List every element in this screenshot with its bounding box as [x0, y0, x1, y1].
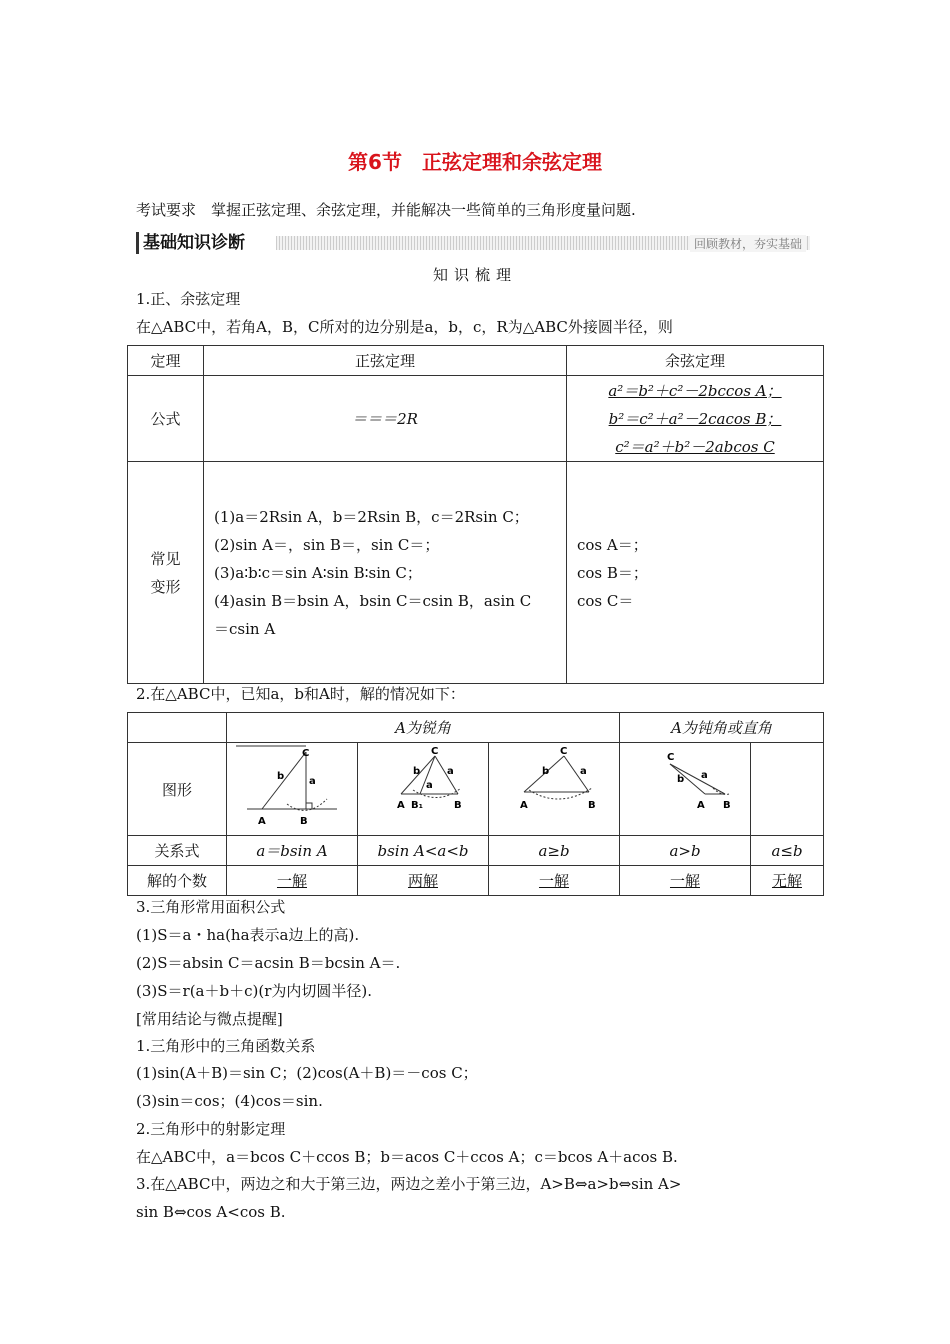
svg-text:a: a: [447, 766, 454, 777]
relation-3: a≥b: [489, 836, 620, 866]
cosine-formula-a: a²＝b²＋c²－2bccos A；: [608, 381, 782, 400]
svg-text:b: b: [677, 774, 685, 785]
count-3: 一解: [489, 866, 620, 896]
svg-text:C: C: [431, 746, 439, 757]
svg-text:A: A: [258, 816, 266, 827]
s1-heading: 1.正、余弦定理: [136, 290, 241, 308]
figure-4: [620, 743, 751, 836]
banner-label: 基础知识诊断: [136, 232, 251, 254]
count-2: 两解: [358, 866, 489, 896]
tips-heading: [常用结论与微点提醒]: [136, 1010, 283, 1028]
theorem-table: [127, 345, 824, 684]
svg-text:b: b: [542, 766, 550, 777]
relation-5: a≤b: [751, 836, 824, 866]
corner-cell: [128, 713, 227, 743]
sine-variants: [204, 462, 567, 684]
cosine-formula-b: b²＝c²＋a²－2cacos B；: [608, 409, 782, 428]
section-banner: [136, 232, 810, 254]
formula-label: 公式: [128, 376, 204, 462]
sine-formula: ＝＝＝2R: [204, 376, 567, 462]
tips-line-2: (1)sin(A＋B)＝sin C；(2)cos(A＋B)＝－cos C；: [136, 1064, 478, 1082]
svg-text:B: B: [723, 800, 731, 811]
triangle-acute-one-figure: [494, 744, 614, 830]
s1-intro: 在△ABC中，若角A，B，C所对的边分别是a，b，c，R为△ABC外接圆半径，则: [136, 318, 673, 336]
count-4: 一解: [620, 866, 751, 896]
relation-1: a＝bsin A: [227, 836, 358, 866]
tips-line-6: 3.在△ABC中，两边之和大于第三边，两边之差小于第三边，A>B⇔a>b⇔sin A>: [136, 1175, 682, 1193]
tips-line-5: 在△ABC中，a＝bcos C＋ccos B；b＝acos C＋ccos A；c＝bcos A＋acos B.: [136, 1148, 678, 1166]
triangle-obtuse-figure: [625, 744, 745, 830]
cosine-variant-a: cos A＝；: [577, 535, 648, 554]
svg-text:B: B: [588, 800, 596, 811]
svg-text:b: b: [413, 766, 421, 777]
s3-line-1: (1)S＝a・ha(ha表示a边上的高).: [136, 926, 360, 944]
banner-right-text: 回顾教材，夯实基础: [690, 235, 806, 252]
obtuse-header: A为钝角或直角: [620, 713, 824, 743]
svg-text:a: a: [580, 766, 587, 777]
s2-heading: 2.在△ABC中，已知a，b和A时，解的情况如下：: [136, 685, 465, 703]
tips-line-1: 1.三角形中的三角函数关系: [136, 1037, 316, 1055]
svg-text:A: A: [397, 800, 405, 811]
figure-3: [489, 743, 620, 836]
variant-label: 常见变形: [150, 549, 181, 596]
header-cosine: 余弦定理: [567, 346, 824, 376]
figure-empty: [751, 743, 824, 836]
solutions-table: [127, 712, 824, 896]
cosine-formulas: [567, 376, 824, 462]
sine-variant-2: (2)sin A＝，sin B＝，sin C＝；: [214, 535, 440, 554]
cosine-variants: [567, 462, 824, 684]
cosine-variant-c: cos C＝: [577, 591, 634, 610]
sine-variant-4b: ＝csin A: [214, 619, 276, 638]
svg-text:a: a: [426, 780, 433, 791]
svg-text:B: B: [454, 800, 462, 811]
figure-1: [227, 743, 358, 836]
cosine-formula-c: c²＝a²＋b²－2abcos C: [615, 437, 775, 456]
variant-label-cell: [128, 462, 204, 684]
count-5: 无解: [751, 866, 824, 896]
page-title: 第6节 正弦定理和余弦定理: [348, 150, 602, 174]
figure-label: 图形: [128, 743, 227, 836]
s3-line-2: (2)S＝absin C＝acsin B＝bcsin A＝.: [136, 954, 401, 972]
svg-text:C: C: [302, 748, 310, 759]
tips-line-3: (3)sin＝cos；(4)cos＝sin.: [136, 1092, 323, 1110]
svg-text:b: b: [277, 771, 285, 782]
sine-variant-1: (1)a＝2Rsin A，b＝2Rsin B，c＝2Rsin C；: [214, 507, 529, 526]
header-theorem: 定理: [128, 346, 204, 376]
exam-requirement: 考试要求 掌握正弦定理、余弦定理，并能解决一些简单的三角形度量问题.: [136, 201, 636, 219]
tips-line-7: sin B⇔cos A<cos B.: [136, 1203, 286, 1221]
tips-line-4: 2.三角形中的射影定理: [136, 1120, 286, 1138]
svg-text:C: C: [667, 752, 675, 763]
sine-variant-4: (4)asin B＝bsin A，bsin C＝csin B，asin C: [214, 591, 532, 610]
svg-text:B: B: [300, 816, 308, 827]
svg-text:A: A: [520, 800, 528, 811]
subtitle: 知识梳理: [432, 266, 517, 284]
svg-text:C: C: [560, 746, 568, 757]
triangle-two-solutions-figure: [363, 744, 483, 830]
count-1: 一解: [227, 866, 358, 896]
relation-label: 关系式: [128, 836, 227, 866]
count-label: 解的个数: [128, 866, 227, 896]
svg-text:B₁: B₁: [411, 800, 424, 811]
header-sine: 正弦定理: [204, 346, 567, 376]
svg-text:a: a: [309, 776, 316, 787]
relation-4: a>b: [620, 836, 751, 866]
figure-2: [358, 743, 489, 836]
svg-text:A: A: [697, 800, 705, 811]
s3-heading: 3.三角形常用面积公式: [136, 898, 286, 916]
svg-text:a: a: [701, 770, 708, 781]
s3-line-3: (3)S＝r(a＋b＋c)(r为内切圆半径).: [136, 982, 372, 1000]
cosine-variant-b: cos B＝；: [577, 563, 648, 582]
triangle-right-figure: [232, 744, 352, 830]
relation-2: bsin A<a<b: [358, 836, 489, 866]
sine-variant-3: (3)a∶b∶c＝sin A∶sin B∶sin C；: [214, 563, 422, 582]
acute-header: A为锐角: [227, 713, 620, 743]
